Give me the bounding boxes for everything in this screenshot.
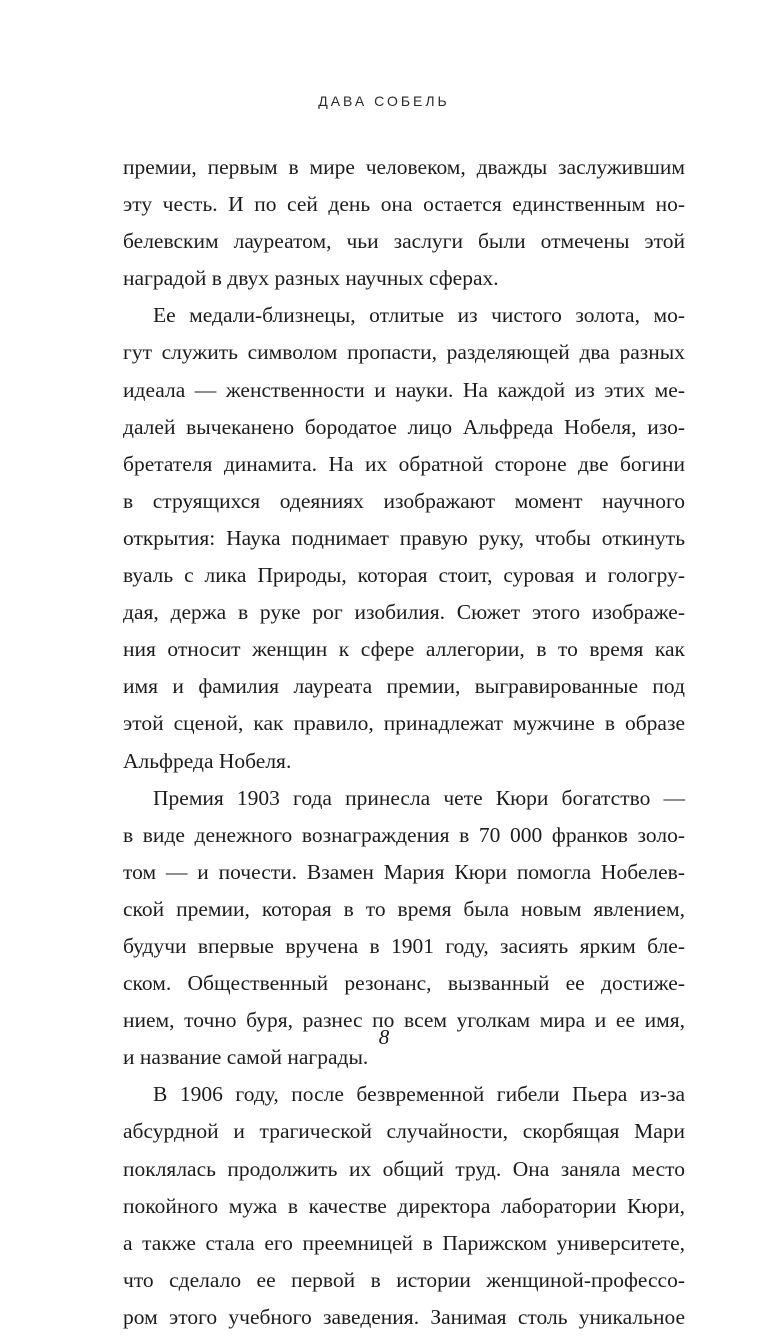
text-line: ской премии, которая в то время была новым явлением, — [123, 896, 685, 921]
text-line: бретателя динамита. На их обратной стороне две богини — [123, 451, 685, 476]
text-line: гут служить символом пропасти, разделяющей два разных — [123, 340, 685, 365]
body-text — [123, 149, 685, 1336]
text-line: а также стала его преемницей в Парижском университете, — [123, 1230, 685, 1255]
text-line: нием, точно буря, разнес по всем уголкам мира и ее имя, — [123, 1008, 685, 1033]
text-line: В 1906 году, после безвременной гибели Пьера из-за — [153, 1082, 685, 1107]
text-line: этой сценой, как правило, принадлежат мужчине в образе — [123, 711, 685, 736]
text-line: белевским лауреатом, чьи заслуги были отмечены этой — [123, 229, 685, 254]
running-head: ДАВА СОБЕЛЬ — [318, 93, 450, 109]
text-line: ром этого учебного заведения. Занимая столь уникальное — [123, 1304, 685, 1329]
text-line: вуаль с лика Природы, которая стоит, суровая и гологру- — [123, 563, 685, 588]
text-line: абсурдной и трагической случайности, скорбящая Мари — [123, 1119, 685, 1144]
text-line: поклялась продолжить их общий труд. Она заняла место — [123, 1156, 685, 1181]
text-line: том — и почести. Взамен Мария Кюри помогла Нобелев- — [123, 859, 685, 884]
page-number: 8 — [378, 1025, 390, 1049]
text-line: Альфреда Нобеля. — [123, 748, 292, 773]
text-line: покойного мужа в качестве директора лаборатории Кюри, — [123, 1193, 685, 1218]
text-line: будучи впервые вручена в 1901 году, засиять ярким бле- — [123, 933, 685, 958]
paragraph — [123, 297, 685, 779]
text-line: открытия: Наука поднимает правую руку, чтобы откинуть — [123, 525, 685, 550]
text-line: идеала — женственности и науки. На каждой из этих ме- — [123, 377, 685, 402]
text-line: что сделало ее первой в истории женщиной-профессо- — [123, 1267, 685, 1292]
text-line: в виде денежного вознаграждения в 70 000 франков золо- — [123, 822, 685, 847]
text-line: и название самой награды. — [123, 1045, 369, 1070]
text-line: дая, держа в руке рог изобилия. Сюжет этого изображе- — [123, 600, 685, 625]
text-line: далей вычеканено бородатое лицо Альфреда Нобеля, изо- — [123, 414, 685, 439]
text-line: ния относит женщин к сфере аллегории, в то время как — [123, 637, 685, 662]
paragraph — [123, 149, 685, 297]
text-line: премии, первым в мире человеком, дважды заслужившим — [123, 155, 685, 179]
text-line: Премия 1903 года принесла чете Кюри богатство — — [153, 785, 685, 810]
paragraph — [123, 1076, 685, 1336]
text-line: Ее медали-близнецы, отлитые из чистого золота, мо- — [153, 303, 685, 328]
text-line: эту честь. И по сей день она остается единственным но- — [123, 192, 685, 217]
text-line: ском. Общественный резонанс, вызванный ее достиже- — [123, 971, 685, 996]
text-line: наградой в двух разных научных сферах. — [123, 266, 499, 291]
text-line: в струящихся одеяниях изображают момент научного — [123, 488, 685, 513]
text-line: имя и фамилия лауреата премии, выгравированные под — [123, 674, 685, 699]
